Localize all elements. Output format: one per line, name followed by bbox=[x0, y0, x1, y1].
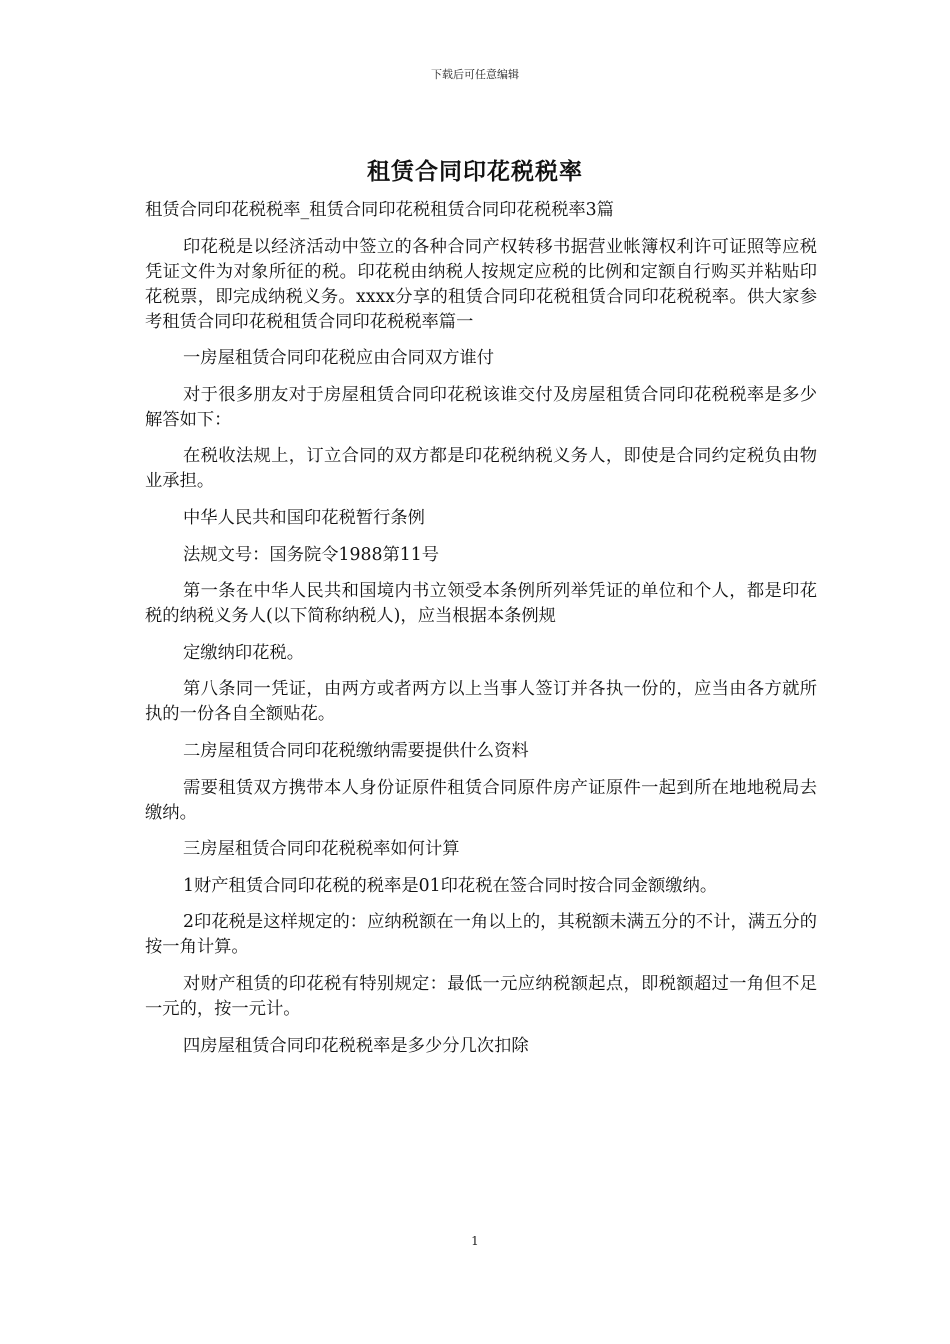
paragraph: 2印花税是这样规定的：应纳税额在一角以上的，其税额未满五分的不计，满五分的按一角计算。 bbox=[145, 912, 817, 958]
page-number: 1 bbox=[471, 1234, 479, 1248]
section-heading: 一房屋租赁合同印花税应由合同双方谁付 bbox=[183, 348, 495, 369]
section-heading: 三房屋租赁合同印花税税率如何计算 bbox=[183, 839, 460, 860]
paragraph: 印花税是以经济活动中签立的各种合同产权转移书据营业帐簿权利许可证照等应税凭证文件为对象所征的税。印花税由纳税人按规定应税的比例和定额自行购买并粘贴印花税票，即完成纳税义务。xxxx分享的租赁合同印花税租赁合同印花税税率。供大家参考租赁合同印花税租赁合同印花税税率篇一 bbox=[145, 236, 817, 332]
paragraph: 法规文号：国务院令1988第11号 bbox=[183, 544, 440, 565]
paragraph: 对财产租赁的印花税有特别规定：最低一元应纳税额起点，即税额超过一角但不足一元的，按一元计。 bbox=[145, 973, 817, 1019]
document-title: 租赁合同印花税税率 bbox=[367, 158, 583, 185]
paragraph: 1财产租赁合同印花税的税率是01印花税在签合同时按合同金额缴纳。 bbox=[183, 875, 718, 896]
paragraph: 需要租赁双方携带本人身份证原件租赁合同原件房产证原件一起到所在地地税局去缴纳。 bbox=[145, 777, 817, 823]
section-heading: 二房屋租赁合同印花税缴纳需要提供什么资料 bbox=[183, 740, 529, 761]
paragraph: 定缴纳印花税。 bbox=[183, 642, 304, 663]
paragraph: 中华人民共和国印花税暂行条例 bbox=[183, 507, 425, 528]
section-heading: 四房屋租赁合同印花税税率是多少分几次扣除 bbox=[183, 1035, 529, 1056]
paragraph: 租赁合同印花税税率_租赁合同印花税租赁合同印花税税率3篇 bbox=[145, 200, 614, 220]
paragraph: 第八条同一凭证，由两方或者两方以上当事人签订并各执一份的，应当由各方就所执的一份各自全额贴花。 bbox=[145, 679, 817, 725]
paragraph: 对于很多朋友对于房屋租赁合同印花税该谁交付及房屋租赁合同印花税税率是多少解答如下： bbox=[145, 384, 817, 430]
paragraph: 第一条在中华人民共和国境内书立领受本条例所列举凭证的单位和个人，都是印花税的纳税义务人(以下简称纳税人)，应当根据本条例规 bbox=[145, 581, 817, 627]
document-body bbox=[145, 198, 817, 1070]
header-note: 下载后可任意编辑 bbox=[431, 68, 519, 81]
paragraph: 在税收法规上，订立合同的双方都是印花税纳税义务人，即使是合同约定税负由物业承担。 bbox=[145, 446, 817, 492]
